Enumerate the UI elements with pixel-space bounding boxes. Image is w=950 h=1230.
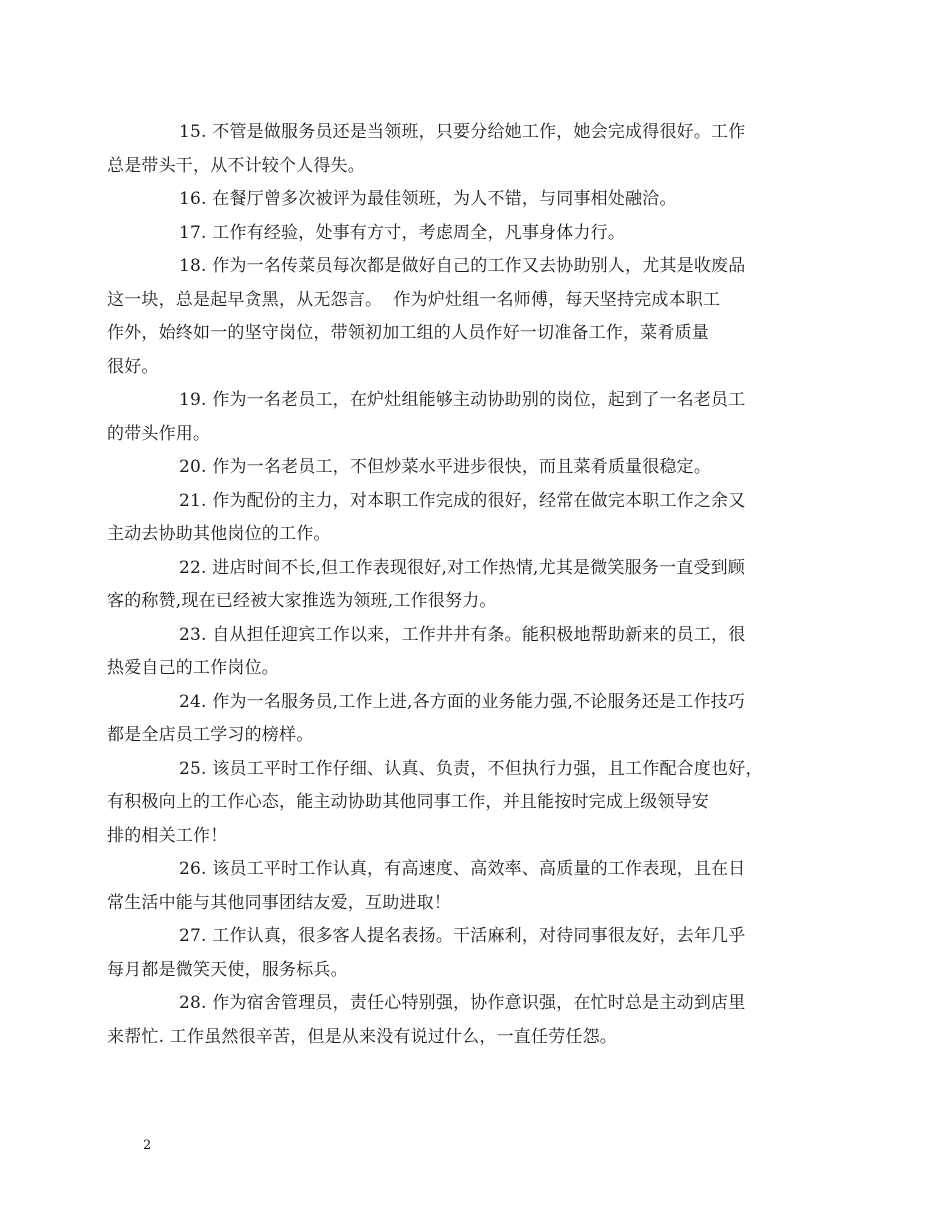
paragraph-line: 来帮忙. 工作虽然很辛苦，但是从来没有说过什么，一直任劳任怨。 xyxy=(107,1026,618,1047)
paragraph xyxy=(107,250,811,384)
paragraph-line: 热爱自己的工作岗位。 xyxy=(107,658,279,678)
paragraph-line: 常生活中能与其他同事团结友爱，互助进取！ xyxy=(107,892,451,913)
paragraph-line: 21. 作为配份的主力，对本职工作完成的很好，经常在做完本职工作之余又 xyxy=(179,490,746,511)
paragraph-line: 的带头作用。 xyxy=(107,423,211,444)
paragraph xyxy=(143,451,811,485)
paragraph-line: 19. 作为一名老员工，在炉灶组能够主动协助别的岗位，起到了一名老员工 xyxy=(179,390,746,410)
paragraph xyxy=(143,183,811,217)
paragraph-line: 15. 不管是做服务员还是当领班，只要分给她工作，她会完成得很好。工作 xyxy=(179,122,746,142)
paragraph-line: 这一块，总是起早贪黑，从无怨言。 作为炉灶组一名师傅，每天坚持完成本职工 xyxy=(107,289,721,310)
paragraph-line: 24. 作为一名服务员,工作上进,各方面的业务能力强,不论服务还是工作技巧 xyxy=(179,691,746,712)
paragraph xyxy=(107,116,811,183)
paragraph xyxy=(107,384,811,451)
paragraph-line: 27. 工作认真，很多客人提名表扬。干活麻利，对待同事很友好，去年几乎 xyxy=(179,926,746,946)
paragraph-line: 18. 作为一名传菜员每次都是做好自己的工作又去协助别人，尤其是收废品 xyxy=(179,256,746,276)
paragraph xyxy=(107,853,811,920)
paragraph-line: 客的称赞,现在已经被大家推选为领班,工作很努力。 xyxy=(107,591,497,611)
paragraph-line: 有积极向上的工作心态，能主动协助其他同事工作，并且能按时完成上级领导安 xyxy=(107,792,709,812)
paragraph-line: 23. 自从担任迎宾工作以来，工作井井有条。能积极地帮助新来的员工，很 xyxy=(179,624,746,645)
page-number: 2 xyxy=(143,1138,152,1153)
paragraph-line: 20. 作为一名老员工，不但炒菜水平进步很快，而且菜肴质量很稳定。 xyxy=(179,457,712,477)
paragraph-line: 26. 该员工平时工作认真，有高速度、高效率、高质量的工作表现，且在日 xyxy=(179,859,746,879)
paragraph xyxy=(107,753,811,854)
paragraph-line: 16. 在餐厅曾多次被评为最佳领班，为人不错，与同事相处融洽。 xyxy=(179,189,677,209)
paragraph xyxy=(107,686,811,753)
paragraph-line: 22. 进店时间不长,但工作表现很好,对工作热情,尤其是微笑服务一直受到顾 xyxy=(179,557,746,578)
paragraph xyxy=(107,619,811,686)
paragraph xyxy=(107,920,811,987)
paragraph-line: 每月都是微笑天使，服务标兵。 xyxy=(107,959,348,980)
paragraph xyxy=(107,552,811,619)
paragraph-line: 都是全店员工学习的榜样。 xyxy=(107,725,314,745)
paragraph-line: 总是带头干，从不计较个人得失。 xyxy=(107,155,365,176)
paragraph-line: 主动去协助其他岗位的工作。 xyxy=(107,524,331,544)
paragraph-line: 28. 作为宿舍管理员，责任心特别强，协作意识强，在忙时总是主动到店里 xyxy=(179,993,746,1013)
paragraph-line: 作外，始终如一的坚守岗位，带领初加工组的人员作好一切准备工作，菜肴质量 xyxy=(107,323,709,343)
paragraph-line: 17. 工作有经验，处事有方寸，考虑周全，凡事身体力行。 xyxy=(179,222,626,243)
paragraph xyxy=(107,987,811,1054)
paragraph-line: 25. 该员工平时工作仔细、认真、负责，不但执行力强，且工作配合度也好， xyxy=(179,758,763,779)
paragraph xyxy=(107,485,811,552)
paragraph-line: 排的相关工作！ xyxy=(107,825,228,846)
paragraph xyxy=(143,217,811,251)
document-body xyxy=(107,116,811,1054)
paragraph-line: 很好。 xyxy=(107,356,159,377)
